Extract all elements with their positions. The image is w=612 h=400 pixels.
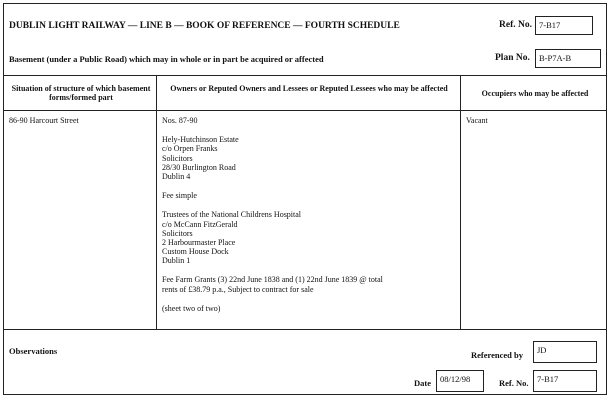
estate-line: 28/30 Burlington Road xyxy=(162,162,236,172)
header-row-divider xyxy=(4,110,606,111)
estate-line: Dublin 4 xyxy=(162,171,191,181)
schedule-sheet xyxy=(3,3,607,395)
tenure-text: Fee simple xyxy=(162,191,197,201)
date-field: 08/12/98 xyxy=(436,370,484,392)
observations-label: Observations xyxy=(9,346,58,356)
grants-line: rents of £38.79 p.a., Subject to contract for sale xyxy=(162,284,314,294)
footer-ref-no-field: 7-B17 xyxy=(533,370,597,392)
grants-line: Fee Farm Grants (3) 22nd June 1838 and (1) 22nd June 1839 @ total xyxy=(162,275,383,285)
occupiers-column-header: Occupiers who may be affected xyxy=(481,89,589,98)
occupiers-cell: Vacant xyxy=(466,116,488,125)
situation-cell: 86-90 Harcourt Street xyxy=(9,116,79,125)
date-label: Date xyxy=(414,378,431,388)
document-subtitle: Basement (under a Public Road) which may in whole or in part be acquired or affected xyxy=(9,54,324,64)
table-bottom-border xyxy=(4,329,606,330)
estate-line: Solicitors xyxy=(162,153,193,163)
footer-ref-no-label: Ref. No. xyxy=(499,378,529,388)
sheet-note: (sheet two of two) xyxy=(162,303,221,313)
owners-column-header: Owners or Reputed Owners and Lessees or Reputed Lessees who may be affected xyxy=(170,84,448,93)
ref-no-label: Ref. No. xyxy=(499,20,532,30)
owners-cell xyxy=(162,116,383,313)
referenced-by-label: Referenced by xyxy=(471,350,524,360)
situation-column-header: Situation of structure of which basement forms/formed part xyxy=(11,84,151,103)
trustees-line: Dublin 1 xyxy=(162,256,191,266)
owners-nos: Nos. 87-90 xyxy=(162,116,198,125)
referenced-by-field: JD xyxy=(533,341,597,363)
plan-no-field: B-P7A-B xyxy=(535,49,601,68)
estate-line: Hely-Hutchinson Estate xyxy=(162,135,239,145)
table-top-border xyxy=(4,75,606,76)
column-divider-2 xyxy=(460,75,461,329)
column-divider-1 xyxy=(156,75,157,329)
trustees-line: Solicitors xyxy=(162,228,193,238)
document-title: DUBLIN LIGHT RAILWAY — LINE B — BOOK OF REFERENCE — FOURTH SCHEDULE xyxy=(9,21,400,31)
plan-no-label: Plan No. xyxy=(495,53,530,63)
ref-no-field: 7-B17 xyxy=(535,16,593,35)
trustees-line: Custom House Dock xyxy=(162,247,229,257)
estate-line: c/o Orpen Franks xyxy=(162,144,218,154)
trustees-line: 2 Harbourmaster Place xyxy=(162,237,236,247)
trustees-line: Trustees of the National Childrens Hospital xyxy=(162,210,302,220)
trustees-line: c/o McCann FitzGerald xyxy=(162,219,238,229)
